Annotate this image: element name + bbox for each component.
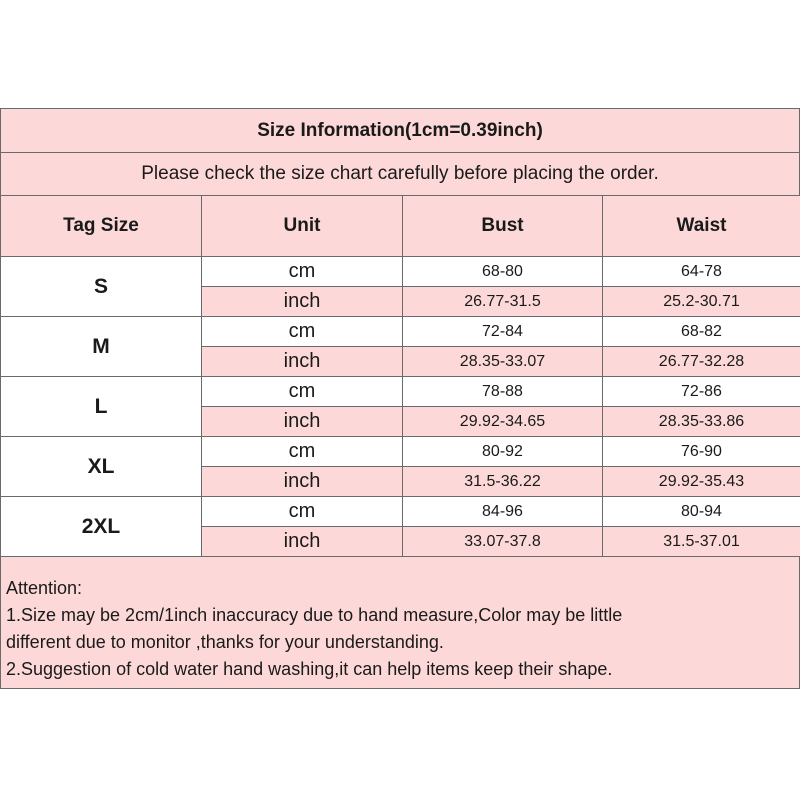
table-header-row (1, 196, 800, 257)
tag-size-cell: 2XL (1, 497, 202, 557)
tag-size-cell: L (1, 377, 202, 437)
unit-cell: inch (202, 467, 403, 497)
waist-cell: 25.2-30.71 (603, 287, 800, 317)
unit-cell: cm (202, 377, 403, 407)
unit-cell: cm (202, 257, 403, 287)
bust-cell: 33.07-37.8 (403, 527, 603, 557)
bust-cell: 68-80 (403, 257, 603, 287)
waist-cell: 26.77-32.28 (603, 347, 800, 377)
waist-cell: 29.92-35.43 (603, 467, 800, 497)
unit-cell: inch (202, 407, 403, 437)
bust-cell: 26.77-31.5 (403, 287, 603, 317)
size-chart-subtitle: Please check the size chart carefully before placing the order. (0, 152, 800, 195)
table-row (1, 377, 800, 407)
waist-cell: 28.35-33.86 (603, 407, 800, 437)
bust-cell: 84-96 (403, 497, 603, 527)
table-row (1, 317, 800, 347)
size-table (0, 195, 800, 557)
tag-size-cell: S (1, 257, 202, 317)
column-header-waist: Waist (603, 196, 800, 257)
bust-cell: 72-84 (403, 317, 603, 347)
table-row (1, 257, 800, 287)
column-header-unit: Unit (202, 196, 403, 257)
unit-cell: cm (202, 317, 403, 347)
column-header-tag-size: Tag Size (1, 196, 202, 257)
bust-cell: 78-88 (403, 377, 603, 407)
attention-line-1-cont: different due to monitor ,thanks for your understanding. (6, 632, 444, 652)
attention-line-2: 2.Suggestion of cold water hand washing,it can help items keep their shape. (6, 659, 613, 679)
bust-cell: 80-92 (403, 437, 603, 467)
table-row (1, 437, 800, 467)
table-row (1, 497, 800, 527)
attention-line-1: 1.Size may be 2cm/1inch inaccuracy due to hand measure,Color may be little (6, 605, 623, 625)
waist-cell: 80-94 (603, 497, 800, 527)
bust-cell: 29.92-34.65 (403, 407, 603, 437)
attention-note (0, 557, 800, 689)
waist-cell: 68-82 (603, 317, 800, 347)
bust-cell: 28.35-33.07 (403, 347, 603, 377)
unit-cell: inch (202, 287, 403, 317)
unit-cell: inch (202, 347, 403, 377)
tag-size-cell: XL (1, 437, 202, 497)
unit-cell: cm (202, 437, 403, 467)
unit-cell: inch (202, 527, 403, 557)
unit-cell: cm (202, 497, 403, 527)
column-header-bust: Bust (403, 196, 603, 257)
waist-cell: 64-78 (603, 257, 800, 287)
waist-cell: 31.5-37.01 (603, 527, 800, 557)
attention-heading: Attention: (6, 578, 83, 598)
size-chart (0, 108, 800, 689)
tag-size-cell: M (1, 317, 202, 377)
bust-cell: 31.5-36.22 (403, 467, 603, 497)
waist-cell: 76-90 (603, 437, 800, 467)
size-chart-title: Size Information(1cm=0.39inch) (0, 108, 800, 152)
waist-cell: 72-86 (603, 377, 800, 407)
